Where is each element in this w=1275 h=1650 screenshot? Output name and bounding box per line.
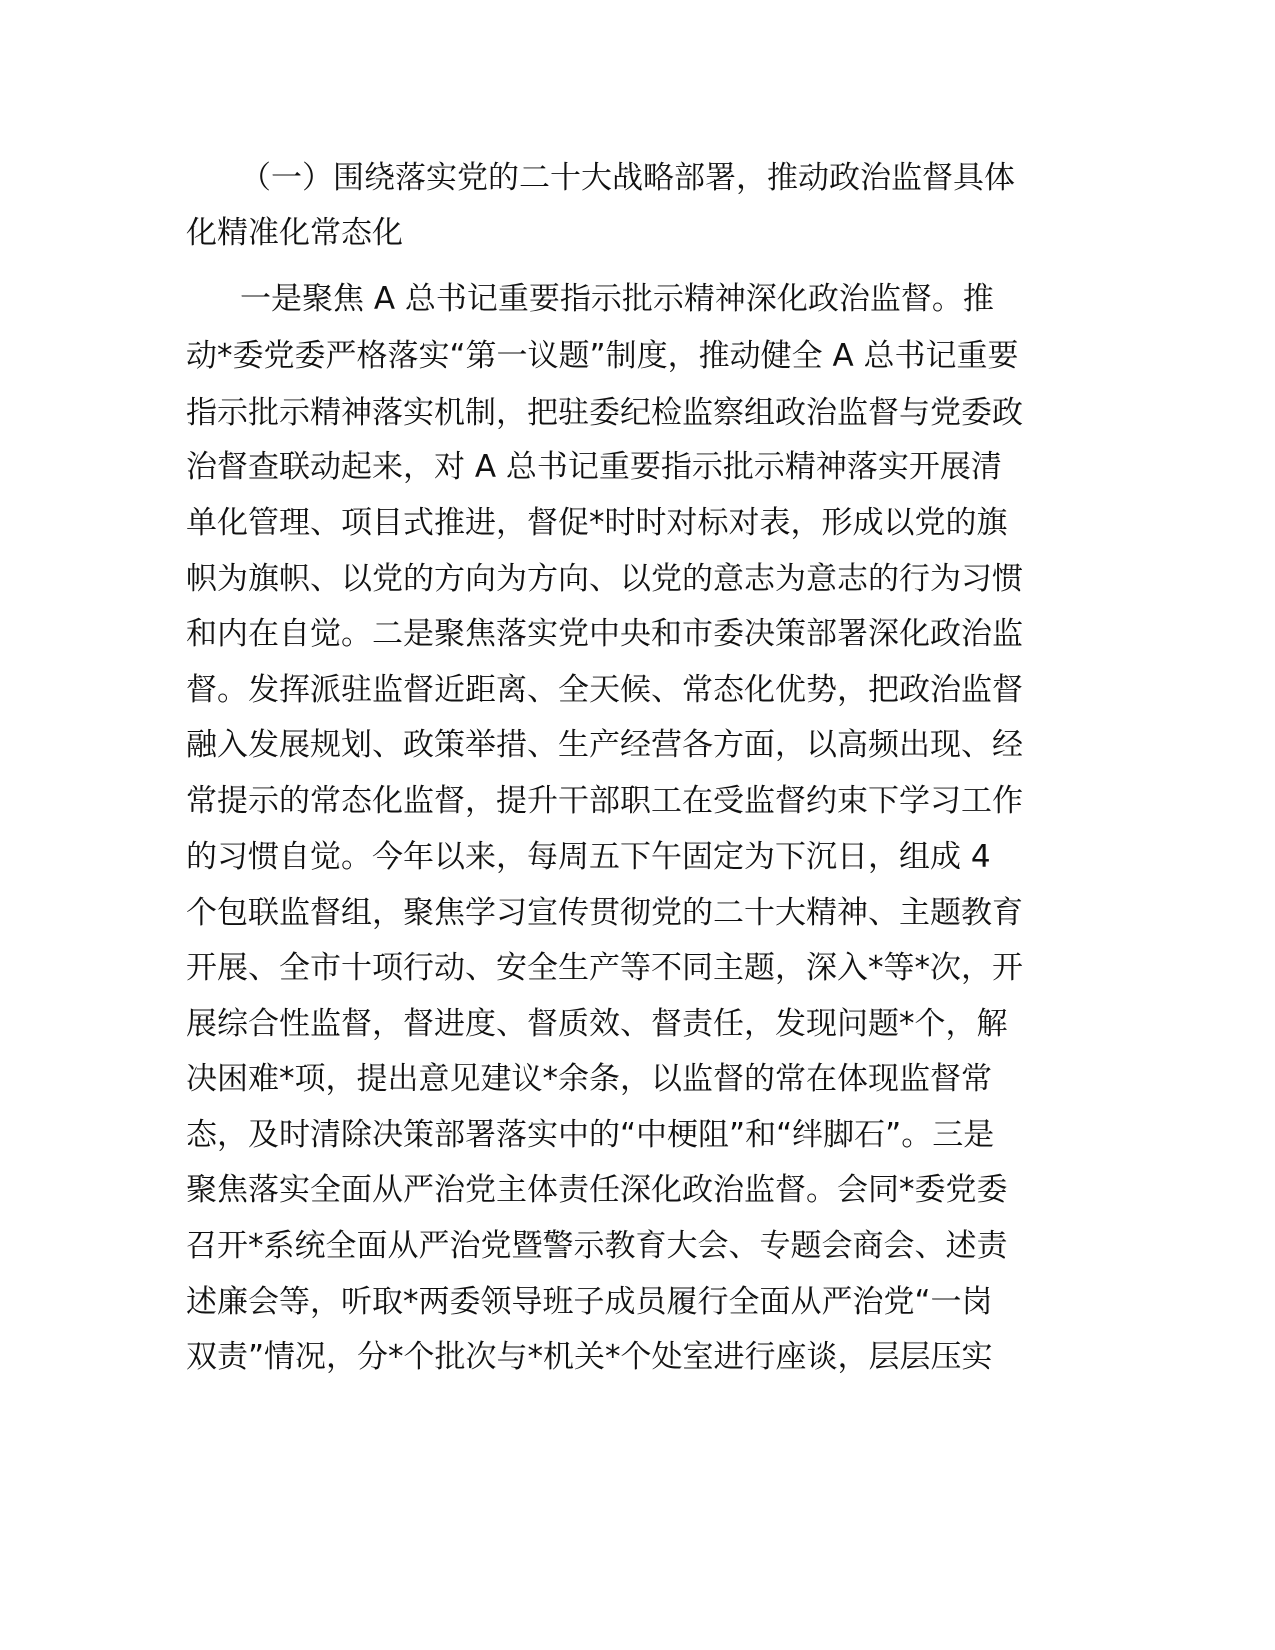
paragraph-line: 个包联监督组，聚焦学习宣传贯彻党的二十大精神、主题教育 [186, 895, 1023, 931]
section-heading-line-2: 化精准化常态化 [186, 215, 403, 251]
paragraph-line: 单化管理、项目式推进，督促*时时对标对表，形成以党的旗 [186, 505, 1008, 541]
paragraph-line: 态，及时清除决策部署落实中的“中梗阻”和“绊脚石”。三是 [186, 1117, 995, 1153]
paragraph-line: 决困难*项，提出意见建议*余条，以监督的常在体现监督常 [186, 1061, 992, 1097]
paragraph-line: 述廉会等，听取*两委领导班子成员履行全面从严治党“一岗 [186, 1284, 993, 1320]
paragraph-line: 融入发展规划、政策举措、生产经营各方面，以高频出现、经 [186, 727, 1023, 763]
paragraph-line: 指示批示精神落实机制，把驻委纪检监察组政治监督与党委政 [186, 395, 1023, 431]
paragraph-line: 常提示的常态化监督，提升干部职工在受监督约束下学习工作 [186, 783, 1023, 819]
paragraph-line: 展综合性监督，督进度、督质效、督责任，发现问题*个，解 [186, 1006, 1008, 1042]
paragraph-line: 和内在自觉。二是聚焦落实党中央和市委决策部署深化政治监 [186, 616, 1023, 652]
paragraph-line: 动*委党委严格落实“第一议题”制度，推动健全 A 总书记重要 [186, 338, 1019, 374]
paragraph-line: 开展、全市十项行动、安全生产等不同主题，深入*等*次，开 [186, 950, 1023, 986]
paragraph-line: 的习惯自觉。今年以来，每周五下午固定为下沉日，组成 4 [186, 839, 991, 875]
paragraph-line: 聚焦落实全面从严治党主体责任深化政治监督。会同*委党委 [186, 1172, 1008, 1208]
paragraph-line: 帜为旗帜、以党的方向为方向、以党的意志为意志的行为习惯 [186, 561, 1023, 597]
paragraph-line: 双责”情况，分*个批次与*机关*个处室进行座谈，层层压实 [186, 1339, 993, 1375]
paragraph-line: 治督查联动起来，对 A 总书记重要指示批示精神落实开展清 [186, 449, 1002, 485]
paragraph-line: 督。发挥派驻监督近距离、全天候、常态化优势，把政治监督 [186, 672, 1023, 708]
paragraph-line: 召开*系统全面从严治党暨警示教育大会、专题会商会、述责 [186, 1228, 1008, 1264]
paragraph-line: 一是聚焦 A 总书记重要指示批示精神深化政治监督。推 [240, 281, 994, 317]
section-heading-line-1: （一）围绕落实党的二十大战略部署，推动政治监督具体 [240, 160, 1015, 196]
